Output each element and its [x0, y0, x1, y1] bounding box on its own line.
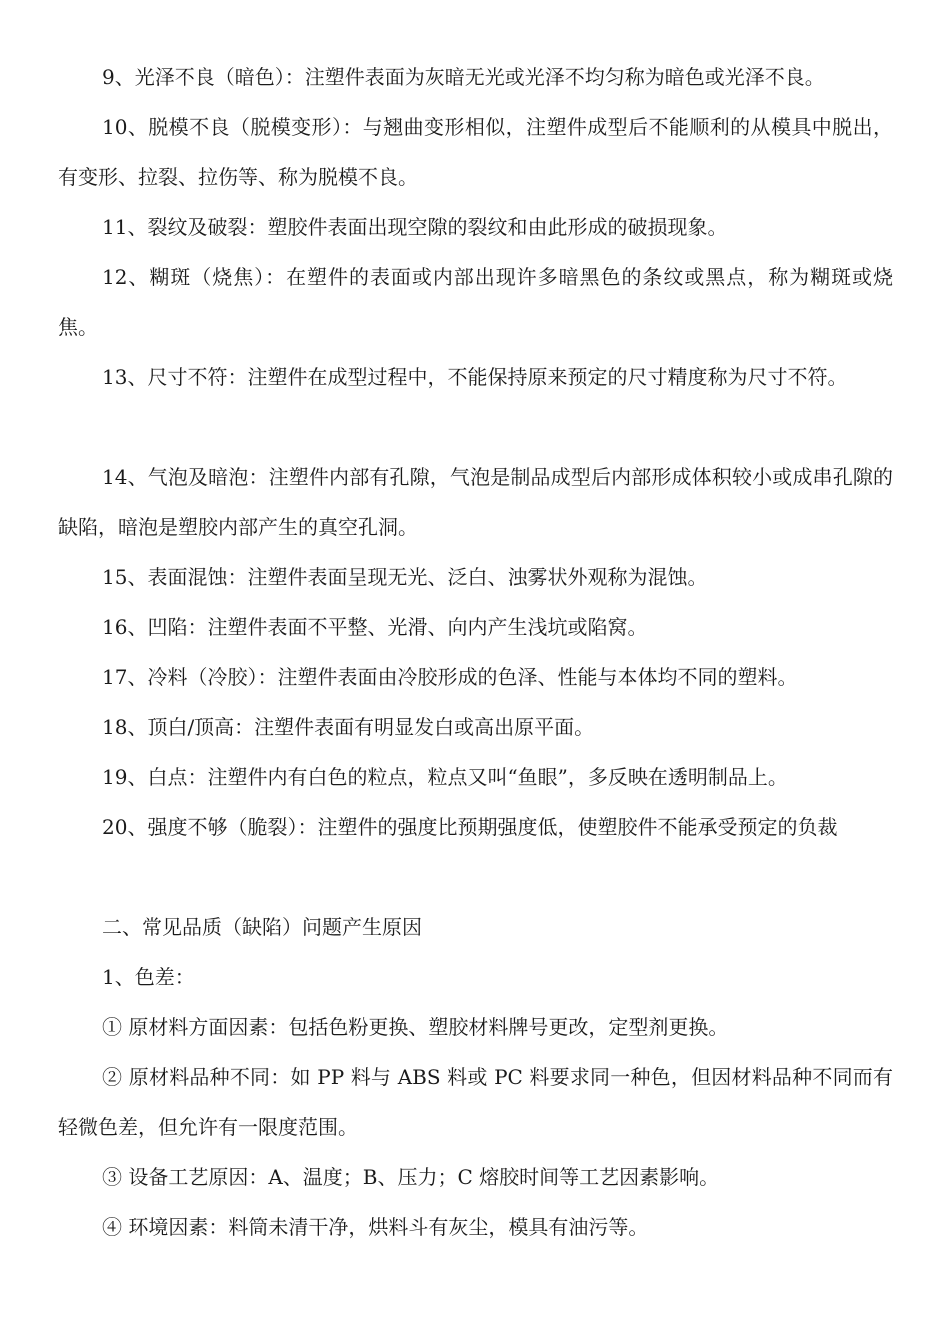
paragraph-defect-14: 14、气泡及暗泡：注塑件内部有孔隙，气泡是制品成型后内部形成体积较小或成串孔隙的缺陷，暗泡是塑胶内部产生的真空孔洞。	[58, 465, 893, 539]
cause-item-4: ④ 环境因素：料筒未清干净，烘料斗有灰尘，模具有油污等。	[102, 1215, 649, 1239]
subsection-heading: 1、色差：	[102, 965, 195, 989]
paragraph-defect-11: 11、裂纹及破裂：塑胶件表面出现空隙的裂纹和由此形成的破损现象。	[102, 215, 728, 239]
paragraph-defect-18: 18、顶白/顶高：注塑件表面有明显发白或高出原平面。	[102, 715, 595, 739]
section-heading: 二、常见品质（缺陷）问题产生原因	[102, 915, 422, 939]
paragraph-defect-15: 15、表面混蚀：注塑件表面呈现无光、泛白、浊雾状外观称为混蚀。	[102, 565, 708, 589]
paragraph-defect-12: 12、糊斑（烧焦）：在塑件的表面或内部出现许多暗黑色的条纹或黑点，称为糊斑或烧焦。	[58, 265, 893, 339]
paragraph-defect-9: 9、光泽不良（暗色）：注塑件表面为灰暗无光或光泽不均匀称为暗色或光泽不良。	[102, 65, 825, 89]
paragraph-defect-16: 16、凹陷：注塑件表面不平整、光滑、向内产生浅坑或陷窝。	[102, 615, 648, 639]
cause-item-1: ① 原材料方面因素：包括色粉更换、塑胶材料牌号更改，定型剂更换。	[102, 1015, 729, 1039]
paragraph-defect-19: 19、白点：注塑件内有白色的粒点，粒点又叫“鱼眼”，多反映在透明制品上。	[102, 765, 788, 789]
paragraph-defect-13: 13、尺寸不符：注塑件在成型过程中，不能保持原来预定的尺寸精度称为尺寸不符。	[102, 365, 848, 389]
cause-item-2: ② 原材料品种不同：如 PP 料与 ABS 料或 PC 料要求同一种色，但因材料品种不同而有轻微色差，但允许有一限度范围。	[58, 1065, 893, 1139]
paragraph-defect-17: 17、冷料（冷胶）：注塑件表面由冷胶形成的色泽、性能与本体均不同的塑料。	[102, 665, 798, 689]
paragraph-defect-20: 20、强度不够（脆裂）：注塑件的强度比预期强度低，使塑胶件不能承受预定的负裁	[102, 815, 838, 839]
paragraph-defect-10: 10、脱模不良（脱模变形）：与翘曲变形相似，注塑件成型后不能顺利的从模具中脱出，有变形、拉裂、拉伤等、称为脱模不良。	[58, 115, 893, 189]
cause-item-3: ③ 设备工艺原因：A、温度；B、压力；C 熔胶时间等工艺因素影响。	[102, 1165, 720, 1189]
